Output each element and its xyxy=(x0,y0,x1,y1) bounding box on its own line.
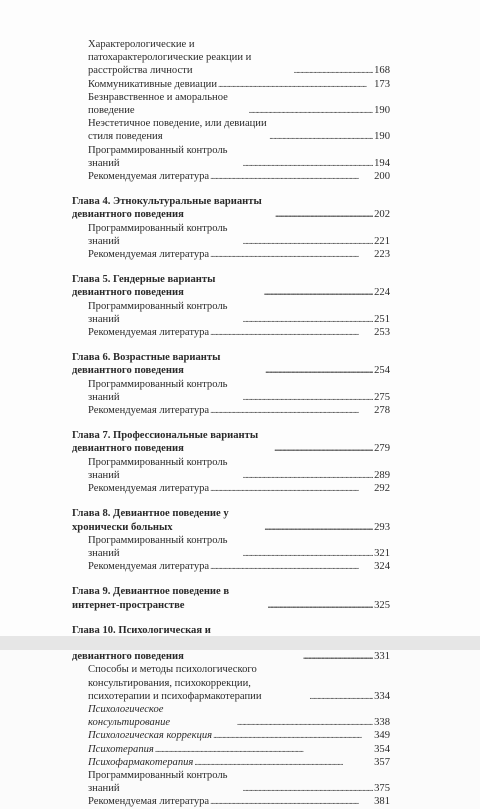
section-gap xyxy=(72,261,390,273)
toc-chapter-entry[interactable] xyxy=(72,195,390,221)
toc-page-number: 293 xyxy=(374,521,390,533)
toc-entry-title: Характерологические и патохарактерологические реакции и расстройства личности xyxy=(88,39,252,77)
toc-entry[interactable] xyxy=(72,404,390,417)
toc-entry[interactable] xyxy=(72,170,390,183)
toc-page-number: 325 xyxy=(374,599,390,611)
toc-entry-title: Рекомендуемая литература xyxy=(88,561,210,573)
dot-leader xyxy=(243,469,373,482)
toc-page-number: 278 xyxy=(374,405,390,417)
section-gap xyxy=(72,183,390,195)
toc-entry-title: Программированный контроль знаний xyxy=(88,456,228,481)
dot-leader xyxy=(237,716,373,729)
toc-entry[interactable] xyxy=(72,769,390,795)
toc-entry[interactable] xyxy=(72,663,390,703)
toc-entry[interactable] xyxy=(72,78,390,91)
toc-page-number: 190 xyxy=(374,131,390,143)
toc-entry-title: Рекомендуемая литература xyxy=(88,327,210,339)
toc-entry-title: Рекомендуемая литература xyxy=(88,483,210,495)
toc-page-number: 200 xyxy=(374,171,390,183)
section-gap xyxy=(72,573,390,585)
toc-entry-title: Рекомендуемая литература xyxy=(88,171,210,183)
dot-leader xyxy=(210,795,373,808)
dot-leader xyxy=(274,442,373,455)
dot-leader xyxy=(243,313,373,326)
toc-page-number: 292 xyxy=(374,483,390,495)
dot-leader xyxy=(155,743,373,756)
toc-entry-title: Программированный контроль знаний xyxy=(88,300,228,325)
toc-entry-title: Рекомендуемая литература xyxy=(88,249,210,261)
toc-page-number: 289 xyxy=(374,469,390,481)
toc-entry-title: Психологическая коррекция xyxy=(88,730,213,742)
toc-entry[interactable] xyxy=(72,326,390,339)
section-gap xyxy=(72,417,390,429)
dot-leader xyxy=(210,482,373,495)
dot-leader xyxy=(210,560,373,573)
toc-page-number: 381 xyxy=(374,796,390,808)
dot-leader xyxy=(249,104,374,117)
toc-entry[interactable] xyxy=(72,703,390,729)
toc-entry[interactable] xyxy=(72,300,390,326)
toc-page-number: 349 xyxy=(374,730,390,742)
dot-leader xyxy=(210,248,373,261)
toc-entry-title: Программированный контроль знаний xyxy=(88,534,228,559)
toc-entry-title: Глава 7. Профессиональные варианты девиантного поведения xyxy=(72,430,259,455)
dot-leader xyxy=(213,729,373,742)
section-gap xyxy=(72,495,390,507)
toc-page-number: 324 xyxy=(374,561,390,573)
dot-leader xyxy=(243,235,373,248)
toc-chapter-entry[interactable] xyxy=(72,429,390,455)
toc-entry-title: Глава 8. Девиантное поведение у хронически больных xyxy=(72,508,229,533)
toc-page-number: 190 xyxy=(374,105,390,117)
toc-page-number: 194 xyxy=(374,157,390,169)
dot-leader xyxy=(309,690,373,703)
dot-leader xyxy=(264,521,373,534)
toc-entry[interactable] xyxy=(72,38,390,78)
table-of-contents xyxy=(72,38,390,809)
dot-leader xyxy=(275,208,373,221)
toc-entry[interactable] xyxy=(72,534,390,560)
toc-entry-title: Программированный контроль знаний xyxy=(88,222,228,247)
dot-leader xyxy=(243,547,373,560)
toc-page-number: 251 xyxy=(374,313,390,325)
toc-entry-title: Рекомендуемая литература xyxy=(88,796,210,808)
toc-page-number: 254 xyxy=(374,365,390,377)
toc-page-number: 354 xyxy=(374,743,390,755)
toc-entry[interactable] xyxy=(72,756,390,769)
toc-page-number: 279 xyxy=(374,443,390,455)
dot-leader xyxy=(194,756,373,769)
toc-entry-title: Рекомендуемая литература xyxy=(88,405,210,417)
toc-entry-title: Программированный контроль знаний xyxy=(88,769,228,795)
section-gap xyxy=(72,339,390,351)
toc-page-number: 224 xyxy=(374,287,390,299)
toc-entry-title: Психологическое консультирование xyxy=(88,703,171,729)
toc-entry[interactable] xyxy=(72,222,390,248)
dot-leader xyxy=(268,599,373,612)
dot-leader xyxy=(210,404,373,417)
toc-page-number: 275 xyxy=(374,391,390,403)
toc-page-number: 223 xyxy=(374,249,390,261)
toc-entry-title: Безнравственное и аморальное поведение xyxy=(88,91,228,117)
dot-leader xyxy=(294,64,374,77)
toc-page-number: 168 xyxy=(374,65,390,77)
toc-chapter-entry[interactable] xyxy=(72,507,390,533)
dot-leader xyxy=(243,157,373,170)
toc-entry[interactable] xyxy=(72,482,390,495)
toc-page-number: 202 xyxy=(374,209,390,221)
toc-entry[interactable] xyxy=(72,91,390,117)
toc-entry-title: Глава 9. Девиантное поведение в интернет-пространстве xyxy=(72,586,230,611)
toc-entry[interactable] xyxy=(72,456,390,482)
dot-leader xyxy=(210,170,373,183)
toc-entry[interactable] xyxy=(72,378,390,404)
toc-page-number: 253 xyxy=(374,327,390,339)
dot-leader xyxy=(265,364,373,377)
toc-page-number: 221 xyxy=(374,235,390,247)
dot-leader xyxy=(210,326,373,339)
toc-entry-title: Коммуникативные девиации xyxy=(88,78,218,90)
dot-leader xyxy=(243,782,373,795)
toc-entry-title: Глава 10. Психологическая и девиантного поведения xyxy=(72,624,211,663)
toc-entry[interactable] xyxy=(72,144,390,170)
toc-page-number: 331 xyxy=(374,651,390,663)
toc-entry-title: Психофармакотерапия xyxy=(88,756,194,768)
dot-leader xyxy=(218,78,373,91)
toc-page-number: 338 xyxy=(374,717,390,729)
toc-entry-title: Способы и методы психологического консультирования, психокоррекции, психотерапии и психофармакотерапии xyxy=(88,664,262,702)
toc-entry-title: Глава 6. Возрастные варианты девиантного поведения xyxy=(72,352,221,377)
toc-page-number: 173 xyxy=(374,78,390,90)
toc-entry[interactable] xyxy=(72,117,390,143)
toc-entry[interactable] xyxy=(72,743,390,756)
page-bottom-edge xyxy=(0,636,480,650)
dot-leader xyxy=(264,286,373,299)
section-gap xyxy=(72,612,390,624)
toc-page-number: 334 xyxy=(374,690,390,702)
toc-page-number: 375 xyxy=(374,783,390,795)
toc-entry[interactable] xyxy=(72,729,390,742)
toc-entry-title: Программированный контроль знаний xyxy=(88,378,228,403)
toc-entry[interactable] xyxy=(72,560,390,573)
dot-leader xyxy=(243,391,373,404)
toc-entry[interactable] xyxy=(72,248,390,261)
toc-entry-title: Глава 4. Этнокультуральные варианты девиантного поведения xyxy=(72,196,262,221)
toc-entry-title: Неэстетичное поведение, или девиации стиля поведения xyxy=(88,118,267,143)
toc-entry-title: Глава 5. Гендерные варианты девиантного поведения xyxy=(72,274,216,299)
toc-page-number: 357 xyxy=(374,756,390,768)
toc-chapter-entry[interactable] xyxy=(72,351,390,377)
toc-chapter-entry[interactable] xyxy=(72,585,390,611)
toc-page-number: 321 xyxy=(374,547,390,559)
toc-entry-title: Психотерапия xyxy=(88,743,154,755)
dot-leader xyxy=(269,130,373,143)
toc-chapter-entry[interactable] xyxy=(72,273,390,299)
toc-entry[interactable] xyxy=(72,795,390,808)
dot-leader xyxy=(303,650,373,663)
toc-entry-title: Программированный контроль знаний xyxy=(88,144,228,169)
